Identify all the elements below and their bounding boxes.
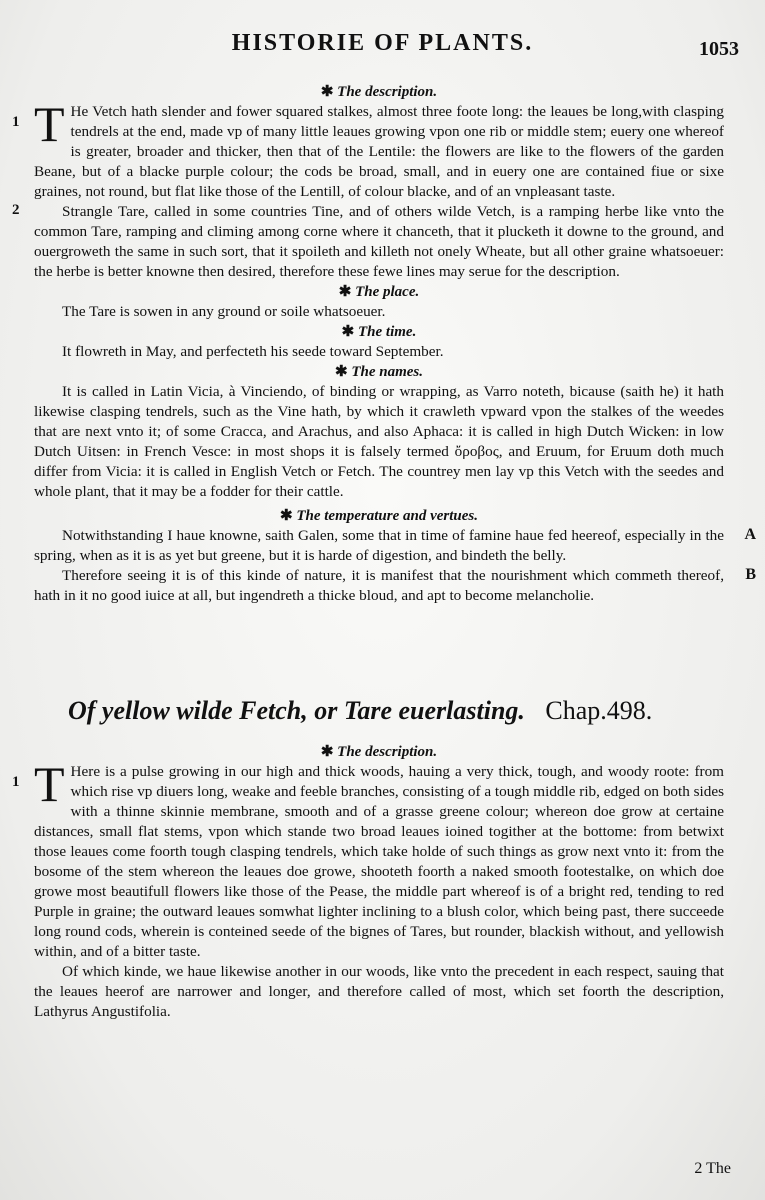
paragraph-1 [12,96,724,202]
section-head-place [34,282,724,302]
section-head-temperature [34,506,724,526]
chapter-number: Chap.498. [545,696,653,725]
section-head-text: The description. [337,84,438,100]
margin-letter: B [745,566,756,583]
paragraph-text: Therefore seeing it is of this kinde of nature, it is manifest that the nourishment which commeth thereof, hath in it no good iuice at all, but ingendreth a thicke bloud, and apt to become melancholie. [34,567,724,604]
chapter-title [34,694,724,728]
asterisk-icon: ✱ [320,84,334,100]
running-head: HISTORIE OF PLANTS. [231,30,534,56]
paragraph-text: Here is a pulse growing in our high and thick woods, hauing a very thick, tough, and woody roote: from which rise vp diuers long, weake and feeble branches, consisting of a tough middle rib, edged on both sides with a thinne skinnie membrane, smooth and of a grasse greene colour; whereon doe grow at certaine distances, small flat stems, vpon which stande two broad leaues ioined togither at the bottome: from betwixt those leaues come foorth tough clasping tendrels, which take holde of such things as grow next vnto it: from the bosome of the stem whereon the leaues doe growe, shooteth foorth a naked smooth footestalke, on which doe growe most beautifull flowers like those of the Pease, the middle part whereof is of a bright red, tending to red Purple in graine; the outward leaues somwhat lighter inclining to a blush color, which being past, there succeede long round cods, wherein is conteined seede of the bignes of Tares, but rounder, blackish without, and yellowish within, and of a bitter taste. [34,763,724,960]
drop-cap: T [34,96,65,152]
asterisk-icon: ✱ [335,364,348,380]
asterisk-icon: ✱ [341,324,355,340]
paragraph-498-2: Of which kinde, we haue likewise another in our woods, like vnto the precedent in each respect, sauing that the leaues heerof are narrower and longer, and therefore called of most, which set foorth the description, Lathyrus Angustifolia. [34,963,724,1020]
asterisk-icon: ✱ [338,284,352,300]
asterisk-icon: ✱ [320,744,334,760]
drop-cap: T [34,756,65,812]
page-body [12,82,756,1022]
paragraph-number: 1 [12,774,20,790]
section-head-names [34,362,724,382]
section-head-text: The names. [351,364,423,380]
section-head-text: The description. [337,744,438,760]
section-head-description-2 [34,742,724,762]
place-text: The Tare is sowen in any ground or soile whatsoeuer. [62,303,386,320]
paragraph-text: Strangle Tare, called in some countries Tine, and of others wilde Vetch, is a ramping herbe like vnto the common Tare, ramping and climing among corne where it chanceth, that it plucketh it downe to the ground, and ouergroweth the same in such sort, that it spoileth and killeth not onely Wheate, but all other graine whatsoeuer: the herbe is better knowne then desired, therefore these fewe lines may serue for the description. [34,203,724,280]
bleed-through-text [470,58,730,78]
paragraph-text: He Vetch hath slender and fower squared stalkes, almost three foote long: the leaues be long,with clasping tendrels at the end, made vp of many little leaues growing vpon one rib or middle stem; euery one whereof is greater, broader and thicker, then that of the Lentile: the flowers are like to the flowers of the garden Beane, but of a blacke purple colour; the cods be broad, small, and in euery one are contained fiue or sixe graines, not round, but flat like those of the Lentill, of colour blacke, and of an vnpleasant taste. [34,103,724,200]
paragraph-2 [12,202,724,282]
chapter-title-text: Of yellow wilde Fetch, or Tare euerlasting. [68,696,525,725]
paragraph-498-1 [12,756,724,962]
paragraph-number: 1 [12,114,20,130]
temperature-paragraph-a [34,526,756,566]
catchword: 2 The [694,1160,731,1177]
section-head-text: The time. [358,324,417,340]
paragraph-number: 2 [12,202,20,218]
section-head-text: The temperature and vertues. [296,508,478,524]
temperature-paragraph-b [34,566,756,606]
section-head-time [34,322,724,342]
paragraph-text: Notwithstanding I haue knowne, saith Galen, some that in time of famine haue fed heereof, especially in the spring, when as it is as yet but greene, but it is harde of digestion, and bindeth the belly. [34,527,724,564]
page-number: 1053 [699,38,739,60]
time-text: It flowreth in May, and perfecteth his seede toward September. [62,343,444,360]
section-head-description [34,82,724,102]
margin-letter: A [744,526,756,543]
names-text: It is called in Latin Vicia, à Vinciendo, of binding or wrapping, as Varro noteth, bicause (saith he) it hath likewise clasping tendrels, such as the Vine hath, by which it crawleth vpward vpon the stalkes of the weedes that are next vnto it; of some Cracca, and Arachus, and also Aphaca: it is called in high Dutch Wicken: in low Dutch Uitsen: in French Vesce: in most shops it is falsely termed ὄροβος, and Eruum, for Eruum doth much differ from Vicia: it is called in English Vetch or Fetch. The countrey men lay vp this Vetch with the seedes and whole plant, that it may be a fodder for their cattle. [34,383,724,500]
section-head-text: The place. [355,284,420,300]
asterisk-icon: ✱ [280,508,293,524]
